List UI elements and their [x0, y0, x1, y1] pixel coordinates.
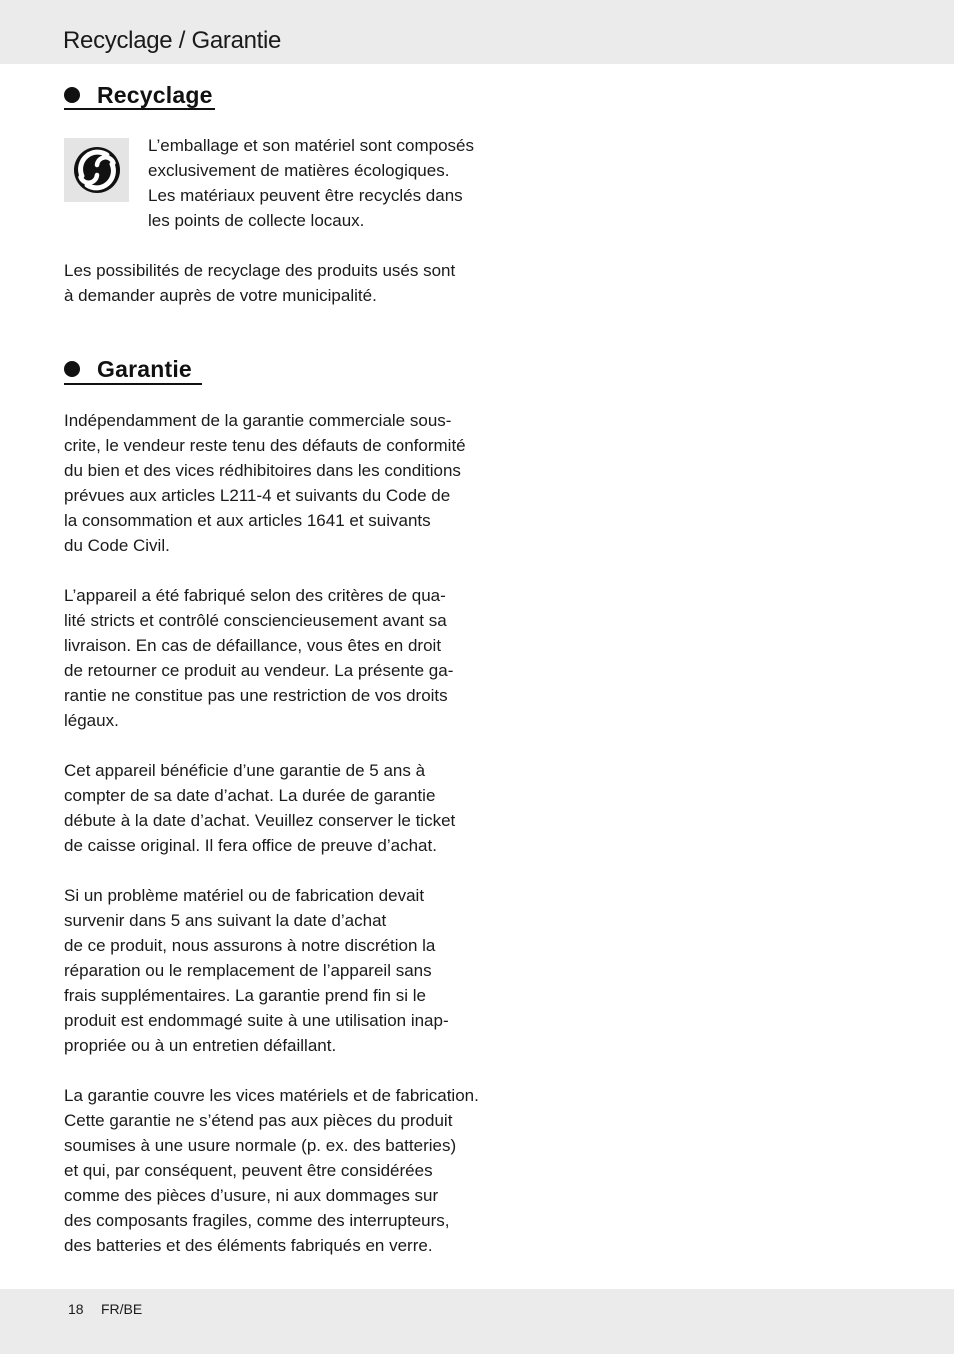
recycling-paragraph	[64, 258, 455, 308]
text-line: à demander auprès de votre municipalité.	[64, 286, 377, 305]
text-line: exclusivement de matières écologiques.	[148, 161, 450, 180]
warranty-heading-underline	[64, 383, 202, 385]
text-line: La garantie couvre les vices matériels et de fabrication.	[64, 1086, 479, 1105]
text-line: L’appareil a été fabriqué selon des critères de qua-	[64, 586, 446, 605]
warranty-paragraph-5	[64, 1083, 479, 1258]
text-line: Cette garantie ne s’étend pas aux pièces du produit	[64, 1111, 453, 1130]
page-number: 18	[68, 1301, 84, 1317]
text-line: Cet appareil bénéficie d’une garantie de 5 ans à	[64, 761, 426, 780]
warranty-paragraph-3	[64, 758, 455, 858]
bullet-icon	[64, 87, 80, 103]
text-line: propriée ou à un entretien défaillant.	[64, 1036, 337, 1055]
footer-band	[0, 1289, 954, 1354]
text-line: la consommation et aux articles 1641 et suivants	[64, 511, 431, 530]
text-line: les points de collecte locaux.	[148, 211, 365, 230]
text-line: des batteries et des éléments fabriqués en verre.	[64, 1236, 433, 1255]
text-line: Les possibilités de recyclage des produits usés sont	[64, 261, 456, 280]
recycling-heading-text: Recyclage	[97, 82, 213, 108]
text-line: de retourner ce produit au vendeur. La présente ga-	[64, 661, 454, 680]
recycling-logo	[64, 138, 129, 202]
text-line: Si un problème matériel ou de fabrication devait	[64, 886, 425, 905]
text-line: Indépendamment de la garantie commerciale sous-	[64, 411, 452, 430]
text-line: Les matériaux peuvent être recyclés dans	[148, 186, 463, 205]
green-dot-recycling-icon	[67, 140, 127, 200]
text-line: livraison. En cas de défaillance, vous êtes en droit	[64, 636, 442, 655]
text-line: produit est endommagé suite à une utilisation inap-	[64, 1011, 449, 1030]
text-line: survenir dans 5 ans suivant la date d’achat	[64, 911, 387, 930]
text-line: des composants fragiles, comme des interrupteurs,	[64, 1211, 450, 1230]
text-line: comme des pièces d’usure, ni aux dommages sur	[64, 1186, 439, 1205]
text-line: lité stricts et contrôlé consciencieusement avant sa	[64, 611, 447, 630]
text-line: compter de sa date d’achat. La durée de garantie	[64, 786, 436, 805]
text-line: du bien et des vices rédhibitoires dans les conditions	[64, 461, 461, 480]
warranty-heading	[64, 354, 192, 384]
text-line: légaux.	[64, 711, 119, 730]
text-line: débute à la date d’achat. Veuillez conserver le ticket	[64, 811, 456, 830]
warranty-heading-text: Garantie	[97, 356, 192, 382]
text-line: de caisse original. Il fera office de preuve d’achat.	[64, 836, 437, 855]
locale-label: FR/BE	[101, 1301, 143, 1317]
text-line: rantie ne constitue pas une restriction de vos droits	[64, 686, 448, 705]
text-line: de ce produit, nous assurons à notre discrétion la	[64, 936, 436, 955]
recycling-heading	[64, 80, 213, 110]
warranty-paragraph-4	[64, 883, 449, 1058]
recycling-heading-underline	[64, 108, 215, 110]
text-line: crite, le vendeur reste tenu des défauts de conformité	[64, 436, 466, 455]
warranty-paragraph-1	[64, 408, 466, 558]
text-line: L’emballage et son matériel sont composés	[148, 136, 475, 155]
text-line: et qui, par conséquent, peuvent être considérées	[64, 1161, 433, 1180]
text-line: frais supplémentaires. La garantie prend fin si le	[64, 986, 426, 1005]
text-line: du Code Civil.	[64, 536, 170, 555]
recycling-intro	[148, 133, 474, 233]
page-title: Recyclage / Garantie	[63, 27, 282, 54]
warranty-paragraph-2	[64, 583, 453, 733]
bullet-icon	[64, 361, 80, 377]
text-line: soumises à une usure normale (p. ex. des batteries)	[64, 1136, 457, 1155]
text-line: réparation ou le remplacement de l’appareil sans	[64, 961, 432, 980]
text-line: prévues aux articles L211-4 et suivants du Code de	[64, 486, 451, 505]
